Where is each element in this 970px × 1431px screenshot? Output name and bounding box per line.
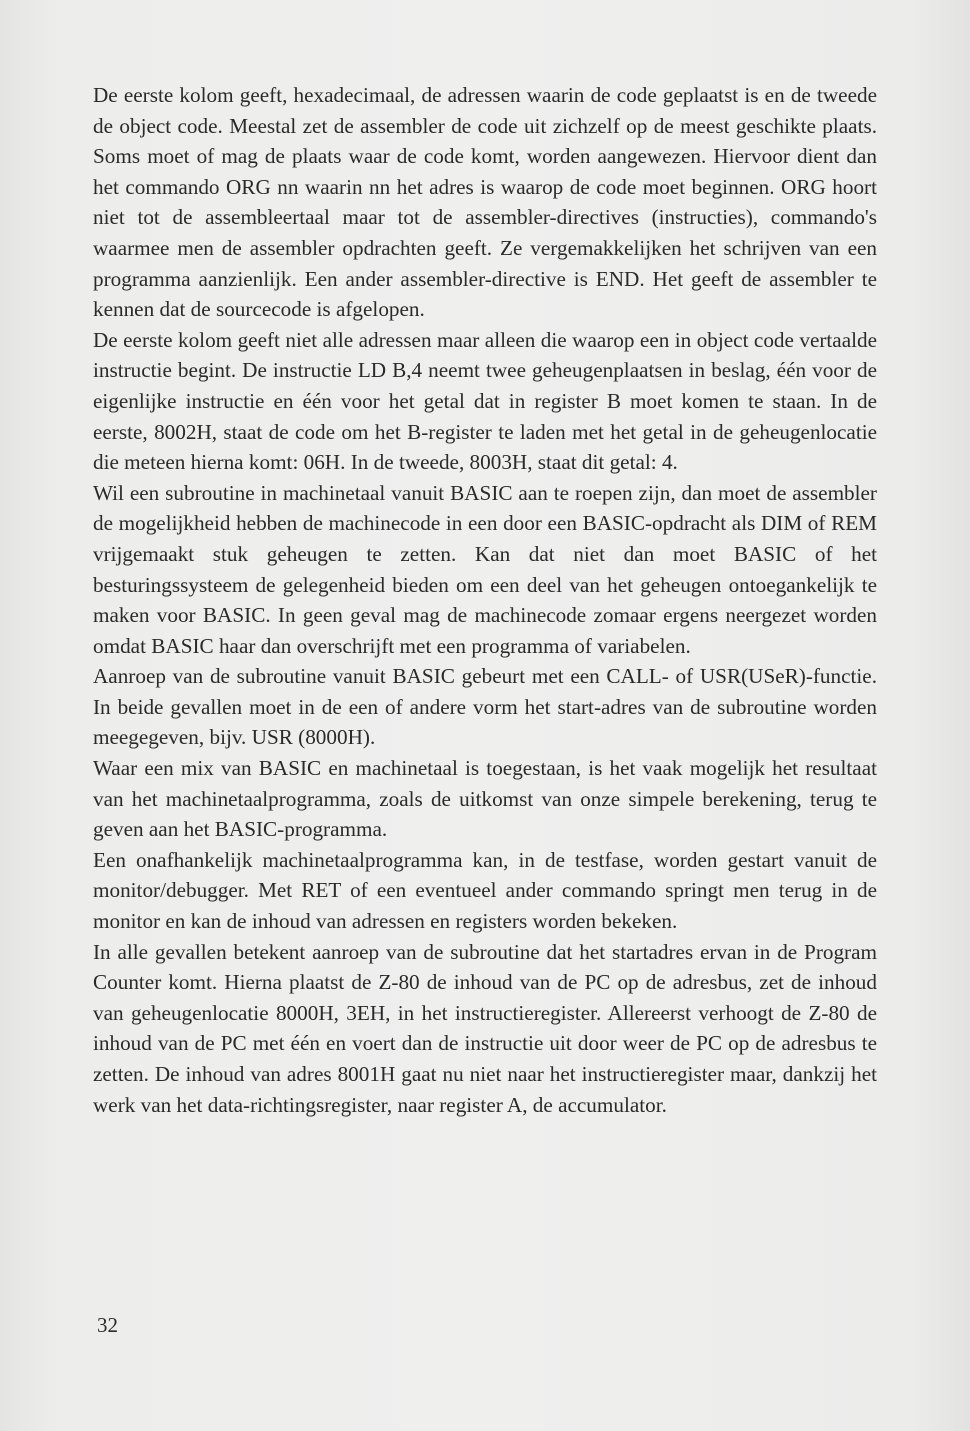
paragraph-monitor-debugger: Een onafhankelijk machinetaalprogramma kan, in de testfase, worden gestart vanuit de monitor/debugger. Met RET of een eventueel ander commando springt men terug in de monitor en kan de inhoud van adressen en registers worden bekeken.: [93, 847, 877, 934]
body-text: [93, 80, 877, 1120]
paragraph-basic-mix: Waar een mix van BASIC en machinetaal is toegestaan, is het vaak mogelijk het resultaat van het machinetaalprogramma, zoals de uitkomst van onze simpele berekening, terug te geven aan het BASIC-programma.: [93, 756, 877, 842]
paragraph-program-counter: In alle gevallen betekent aanroep van de subroutine dat het startadres ervan in de Program Counter komt. Hierna plaatst de Z-80 de inhoud van de PC op de adresbus, zet de inhoud van geheugenlocatie 8000H, 3EH, in het instructieregister. Allereerst verhoogt de Z-80 de inhoud van de PC met één en voert dan de instructie uit door weer de PC op de adresbus te zetten. De inhoud van adres 8001H gaat nu niet naar het instructieregister maar, dankzij het werk van het data-richtingsregister, naar register A, de accumulator.: [93, 939, 877, 1117]
paragraph-subroutine-basic: Wil een subroutine in machinetaal vanuit BASIC aan te roepen zijn, dan moet de assembler de mogelijkheid hebben de machinecode in een door een BASIC-opdracht als DIM of REM vrijgemaakt stuk geheugen te zetten. Kan dat niet dan moet BASIC of het besturingssysteem de gelegenheid bieden om een deel van het geheugen ontoegankelijk te maken voor BASIC. In geen geval mag de machinecode zomaar ergens neergezet worden omdat BASIC haar dan overschrijft met een programma of variabelen.: [93, 480, 877, 658]
paragraph-call-usr: Aanroep van de subroutine vanuit BASIC gebeurt met een CALL- of USR(USeR)-functie. In beide gevallen moet in de een of andere vorm het start-adres van de subroutine worden meegegeven, bijv. USR (8000H).: [93, 664, 877, 750]
paragraph-first-column: De eerste kolom geeft niet alle adressen maar alleen die waarop een in object code vertaalde instructie begint. De instructie LD B,4 neemt twee geheugenplaatsen in beslag, één voor de eigenlijke instructie en één voor het getal dat in register B moet komen te staan. In de eerste, 8002H, staat de code om het B-register te laden met het getal in de geheugenlocatie die meteen hierna komt: 06H. In de tweede, 8003H, staat dit getal: 4.: [93, 327, 877, 475]
page-number: 32: [97, 1313, 118, 1337]
paragraph-org-directive: De eerste kolom geeft, hexadecimaal, de adressen waarin de code geplaatst is en de tweede de object code. Meestal zet de assembler de code uit zichzelf op de meest geschikte plaats. Soms moet of mag de plaats waar de code komt, worden aangewezen. Hiervoor dient dan het commando ORG nn waarin nn het adres is waarop de code moet beginnen. ORG hoort niet tot de assembleertaal maar tot de assembler-directives (instructies), commando's waarmee men de assembler opdrachten geeft. Ze vergemakkelijken het schrijven van een programma aanzienlijk. Een ander assembler-directive is END. Het geeft de assembler te kennen dat de sourcecode is afgelopen.: [93, 83, 877, 322]
